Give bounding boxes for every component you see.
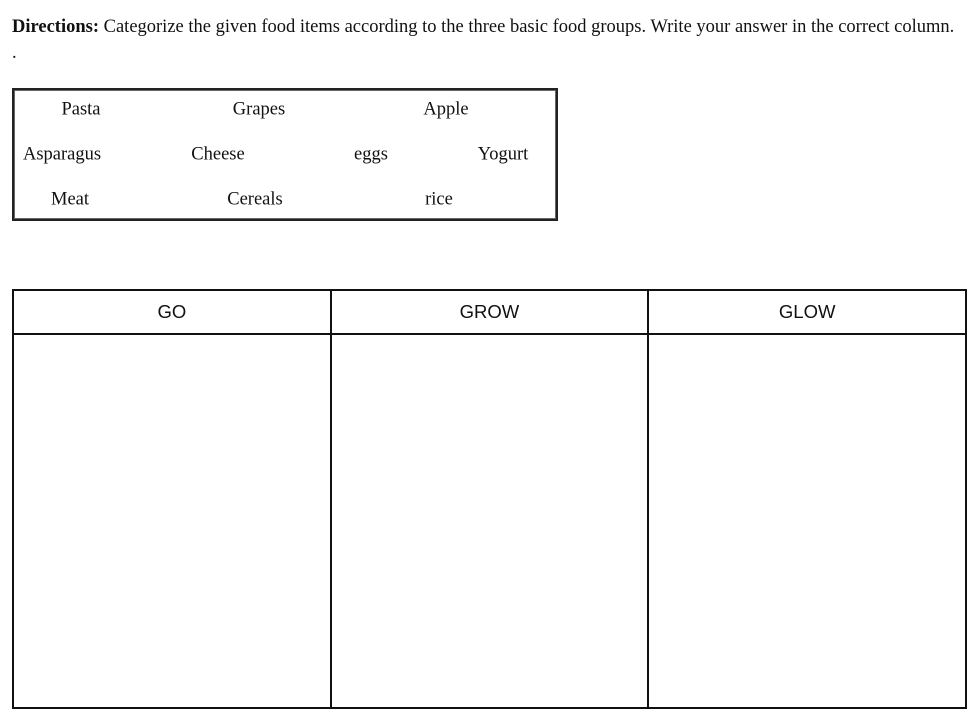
glow-answer-cell[interactable]: [648, 334, 966, 708]
header-go: GO: [13, 290, 331, 334]
header-grow: GROW: [331, 290, 649, 334]
food-item: Cheese: [191, 144, 245, 165]
go-answer-cell[interactable]: [13, 334, 331, 708]
directions: [12, 14, 957, 66]
food-item: Apple: [423, 99, 469, 120]
directions-text: Categorize the given food items according to the three basic food groups. Write your answer in the correct column. .: [12, 17, 955, 63]
food-item: Yogurt: [477, 144, 529, 165]
food-item: Meat: [50, 189, 90, 210]
food-item: Grapes: [232, 99, 286, 120]
food-item: Pasta: [61, 99, 101, 120]
directions-label: Directions:: [12, 17, 99, 37]
food-items-box: [12, 88, 558, 221]
food-item: Asparagus: [22, 144, 102, 165]
food-item: Cereals: [227, 189, 283, 210]
grow-answer-cell[interactable]: [331, 334, 649, 708]
food-item: eggs: [354, 144, 388, 165]
header-glow: GLOW: [648, 290, 966, 334]
food-groups-table: [12, 289, 967, 709]
food-item: rice: [425, 189, 453, 210]
